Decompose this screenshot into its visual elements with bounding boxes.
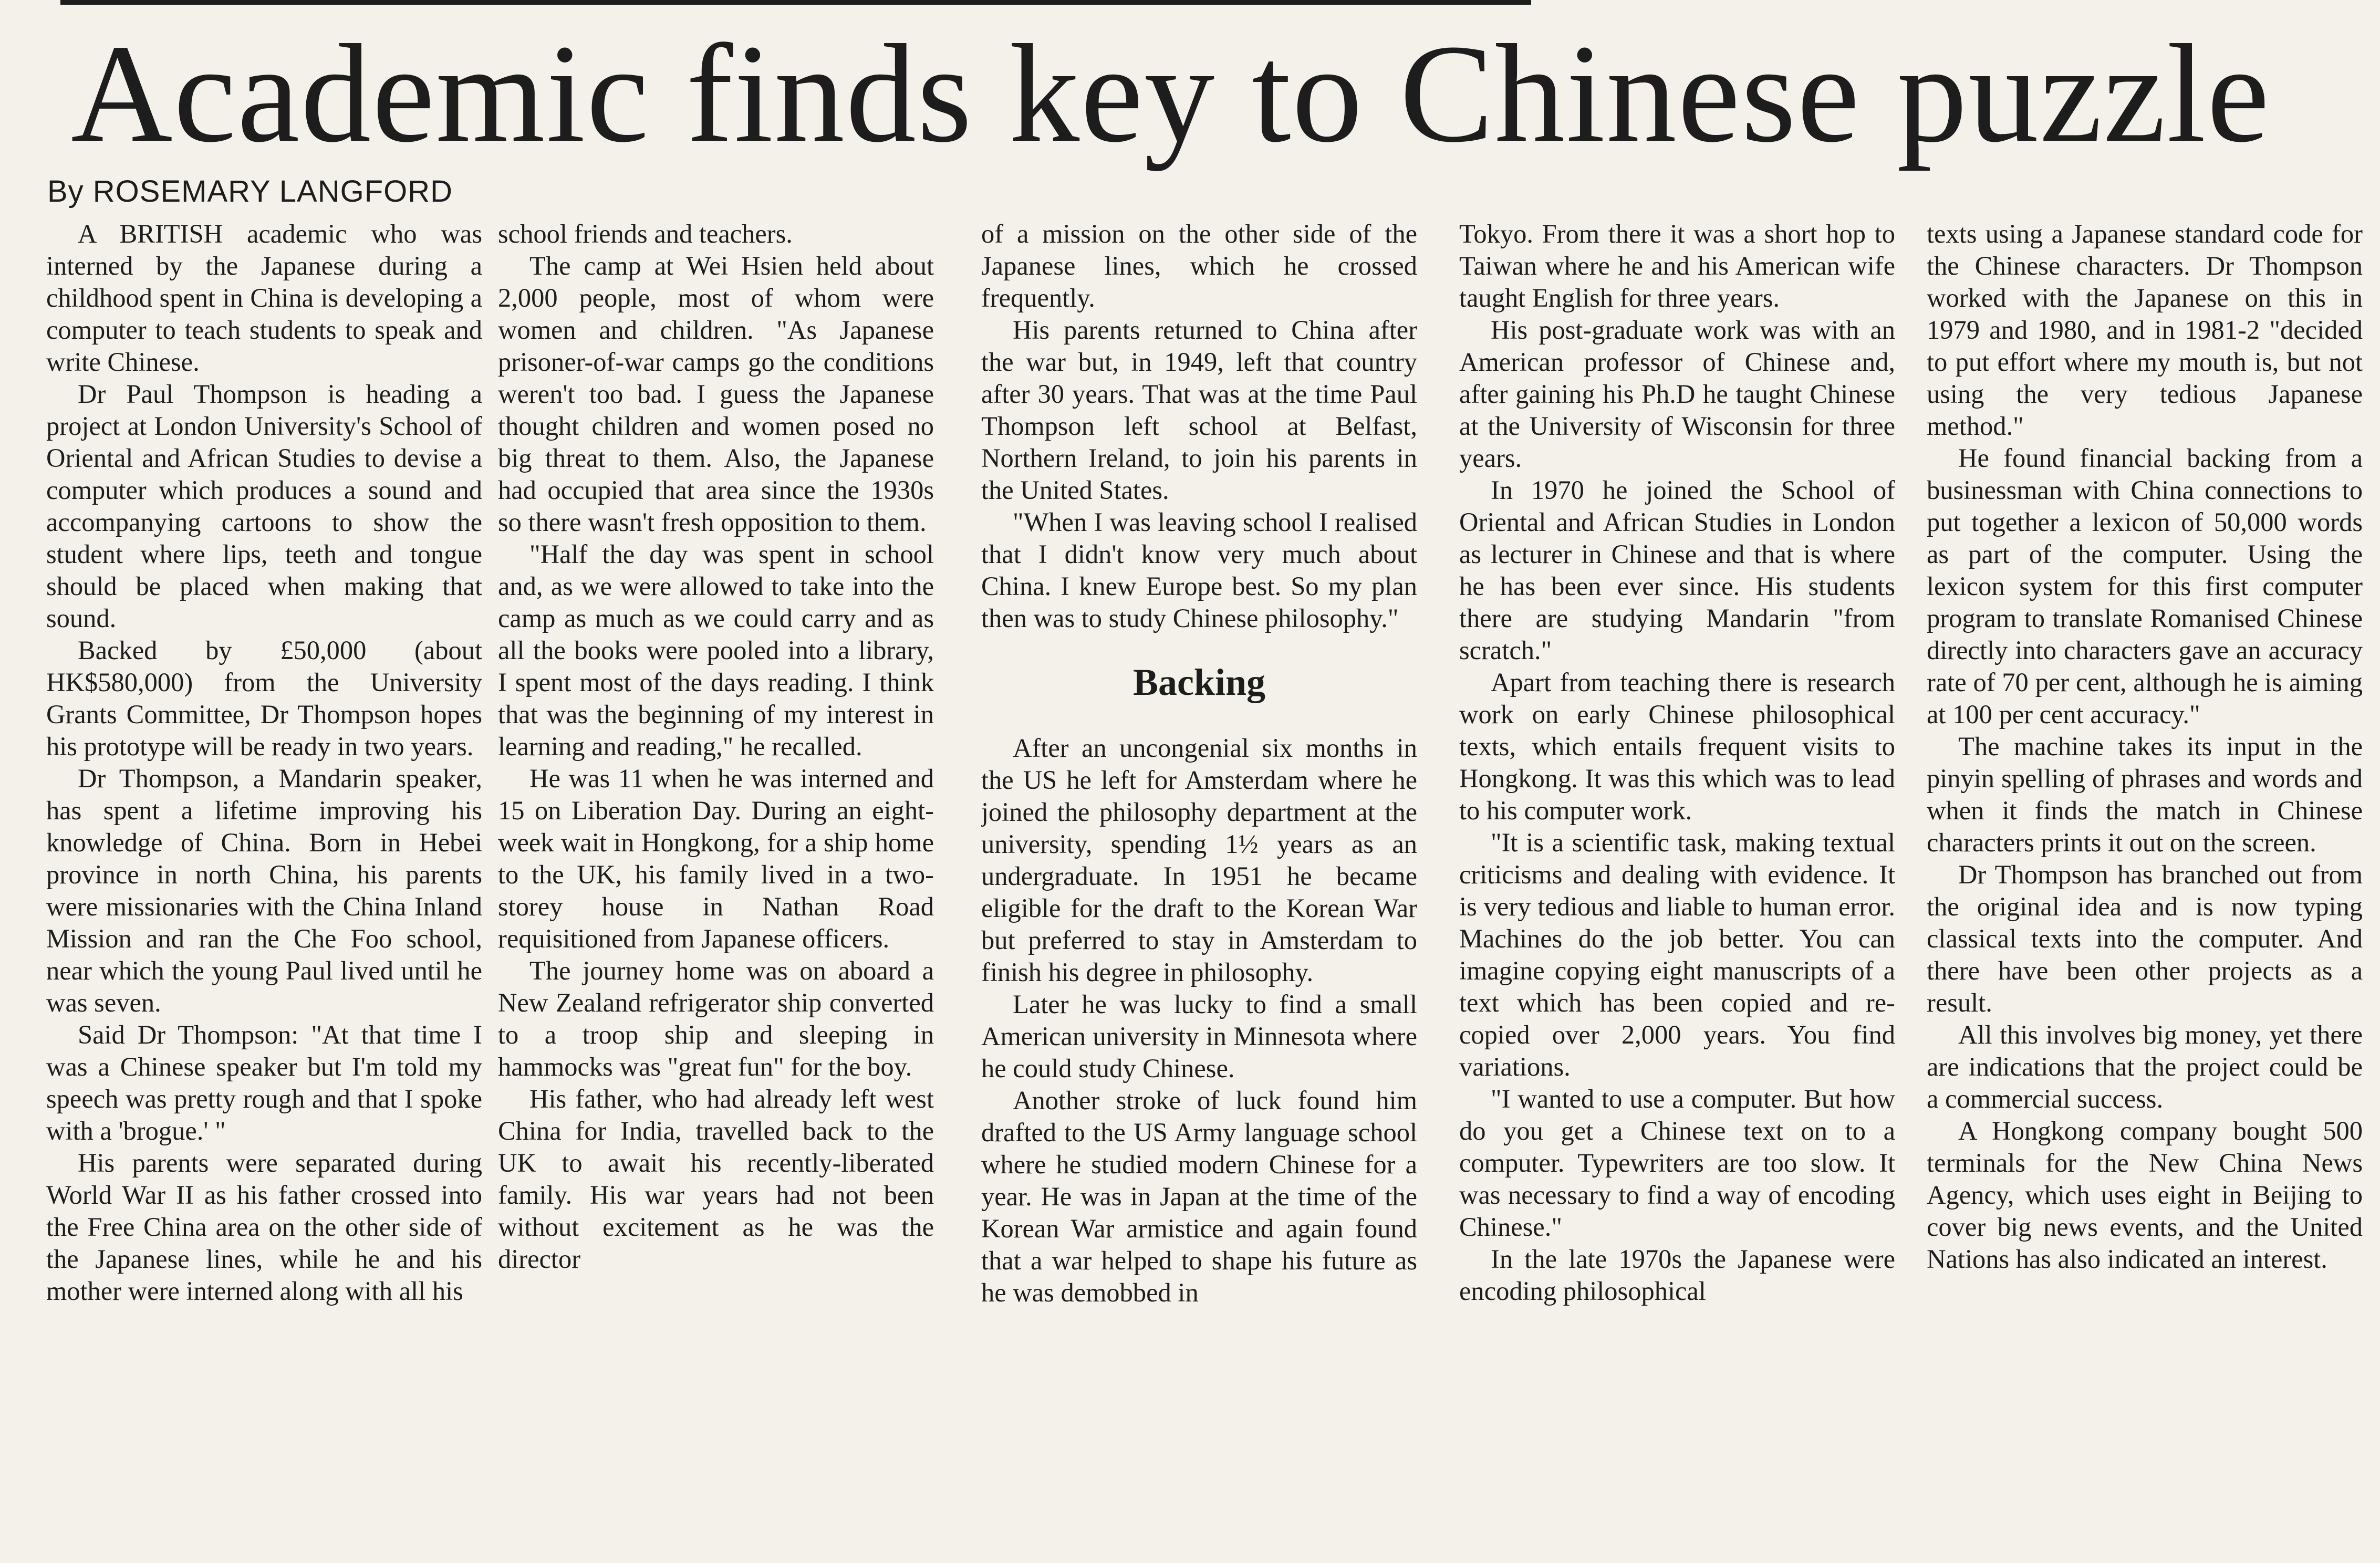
- paragraph: Said Dr Thompson: "At that time I was a Chinese speaker but I'm told my speech was pretty rough and that I spoke with a 'brogue.' ": [46, 1020, 482, 1145]
- column-5: [1927, 218, 2363, 1531]
- paragraph: A BRITISH academic who was interned by the Japanese during a childhood spent in China is developing a computer to teach students to speak and write Chinese.: [46, 219, 482, 377]
- paragraph: Another stroke of luck found him drafted to the US Army language school where he studied modern Chinese for a year. He was in Japan at the time of the Korean War armistice and again found that a war helped to shape his future as he was demobbed in: [981, 1086, 1417, 1307]
- subhead: Backing: [1132, 661, 1266, 703]
- paragraph: of a mission on the other side of the Japanese lines, which he crossed frequently.: [981, 219, 1417, 312]
- paragraph: He found financial backing from a businessman with China connections to put together a lexicon of 50,000 words as part of the computer. Using the lexicon system for this first computer program to translate Romanised Chinese directly into characters gave an accuracy rate of 70 per cent, although he is aiming at 100 per cent accuracy.": [1927, 443, 2363, 729]
- paragraph: The journey home was on aboard a New Zealand refrigerator ship converted to a troop ship and sleeping in hammocks was "great fun" for the boy.: [498, 956, 934, 1081]
- paragraph: Dr Paul Thompson is heading a project at London University's School of Oriental and African Studies to devise a computer which produces a sound and accompanying cartoons to show the student where lips, teeth and tongue should be placed when making that sound.: [46, 379, 482, 633]
- byline: By ROSEMARY LANGFORD: [47, 174, 453, 209]
- paragraph: "It is a scientific task, making textual criticisms and dealing with evidence. It is very tedious and liable to human error. Machines do the job better. You can imagine copying eight manuscripts of a text which has been copied and re-copied over 2,000 years. You find variations.: [1459, 828, 1895, 1081]
- paragraph: "When I was leaving school I realised that I didn't know very much about China. I knew Europe best. So my plan then was to study Chinese philosophy.": [981, 507, 1417, 633]
- paragraph: A Hongkong company bought 500 terminals for the New China News Agency, which uses eight in Beijing to cover big news events, and the United Nations has also indicated an interest.: [1927, 1116, 2363, 1274]
- paragraph: He was 11 when he was interned and 15 on Liberation Day. During an eight-week wait in Hongkong, for a ship home to the UK, his family lived in a two-storey house in Nathan Road requisitioned from Japanese officers.: [498, 764, 934, 953]
- paragraph: His parents were separated during World War II as his father crossed into the Free China area on the other side of the Japanese lines, while he and his mother were interned along with all his: [46, 1148, 482, 1306]
- column-1: [46, 218, 482, 1531]
- paragraph: His father, who had already left west China for India, travelled back to the UK to await his recently-liberated family. His war years had not been without excitement as he was the director: [498, 1084, 934, 1274]
- paragraph: The camp at Wei Hsien held about 2,000 people, most of whom were women and children. "As Japanese prisoner-of-war camps go the conditions weren't too bad. I guess the Japanese thought children and women posed no big threat to them. Also, the Japanese had occupied that area since the 1930s so there wasn't fresh opposition to them.: [498, 251, 934, 537]
- paragraph: Apart from teaching there is research work on early Chinese philosophical texts, which entails frequent visits to Hongkong. It was this which was to lead to his computer work.: [1459, 668, 1895, 825]
- column-3: [981, 218, 1417, 1531]
- paragraph: In 1970 he joined the School of Oriental and African Studies in London as lecturer in Chinese and that is where he has been ever since. His students there are studying Mandarin "from scratch.": [1459, 475, 1895, 665]
- headline: Academic finds key to Chinese puzzle: [71, 15, 2271, 171]
- paragraph: The machine takes its input in the pinyin spelling of phrases and words and when it finds the match in Chinese characters prints it out on the screen.: [1927, 732, 2363, 857]
- paragraph: In the late 1970s the Japanese were encoding philosophical: [1459, 1244, 1895, 1306]
- top-rule: [60, 0, 1531, 5]
- paragraph: His post-graduate work was with an American professor of Chinese and, after gaining his Ph.D he taught Chinese at the University of Wisconsin for three years.: [1459, 315, 1895, 473]
- paragraph: "Half the day was spent in school and, as we were allowed to take into the camp as much as we could carry and as all the books were pooled into a library, I spent most of the days reading. I think that was the beginning of my interest in learning and reading," he recalled.: [498, 539, 934, 761]
- paragraph: "I wanted to use a computer. But how do you get a Chinese text on to a computer. Typewriters are too slow. It was necessary to find a way of encoding Chinese.": [1459, 1084, 1895, 1242]
- paragraph: Backed by £50,000 (about HK$580,000) from the University Grants Committee, Dr Thompson hopes his prototype will be ready in two years.: [46, 635, 482, 761]
- paragraph: Dr Thompson has branched out from the original idea and is now typing classical texts into the computer. And there have been other projects as a result.: [1927, 860, 2363, 1017]
- paragraph: texts using a Japanese standard code for the Chinese characters. Dr Thompson worked with the Japanese on this in 1979 and 1980, and in 1981-2 "decided to put effort where my mouth is, but not using the very tedious Japanese method.": [1927, 219, 2363, 441]
- paragraph: school friends and teachers.: [498, 219, 793, 248]
- paragraph: Tokyo. From there it was a short hop to Taiwan where he and his American wife taught English for three years.: [1459, 219, 1895, 312]
- paragraph: His parents returned to China after the war but, in 1949, left that country after 30 years. That was at the time Paul Thompson left school at Belfast, Northern Ireland, to join his parents in the United States.: [981, 315, 1417, 505]
- paragraph: After an uncongenial six months in the US he left for Amsterdam where he joined the philosophy department at the university, spending 1½ years as an undergraduate. In 1951 he became eligible for the draft to the Korean War but preferred to stay in Amsterdam to finish his degree in philosophy.: [981, 733, 1417, 987]
- paragraph: Dr Thompson, a Mandarin speaker, has spent a lifetime improving his knowledge of China. Born in Hebei province in north China, his parents were missionaries with the China Inland Mission and ran the Che Foo school, near which the young Paul lived until he was seven.: [46, 764, 482, 1017]
- paragraph: Later he was lucky to find a small American university in Minnesota where he could study Chinese.: [981, 989, 1417, 1083]
- column-4: [1459, 218, 1895, 1531]
- paragraph: All this involves big money, yet there are indications that the project could be a commercial success.: [1927, 1020, 2363, 1113]
- column-2: [498, 218, 934, 1531]
